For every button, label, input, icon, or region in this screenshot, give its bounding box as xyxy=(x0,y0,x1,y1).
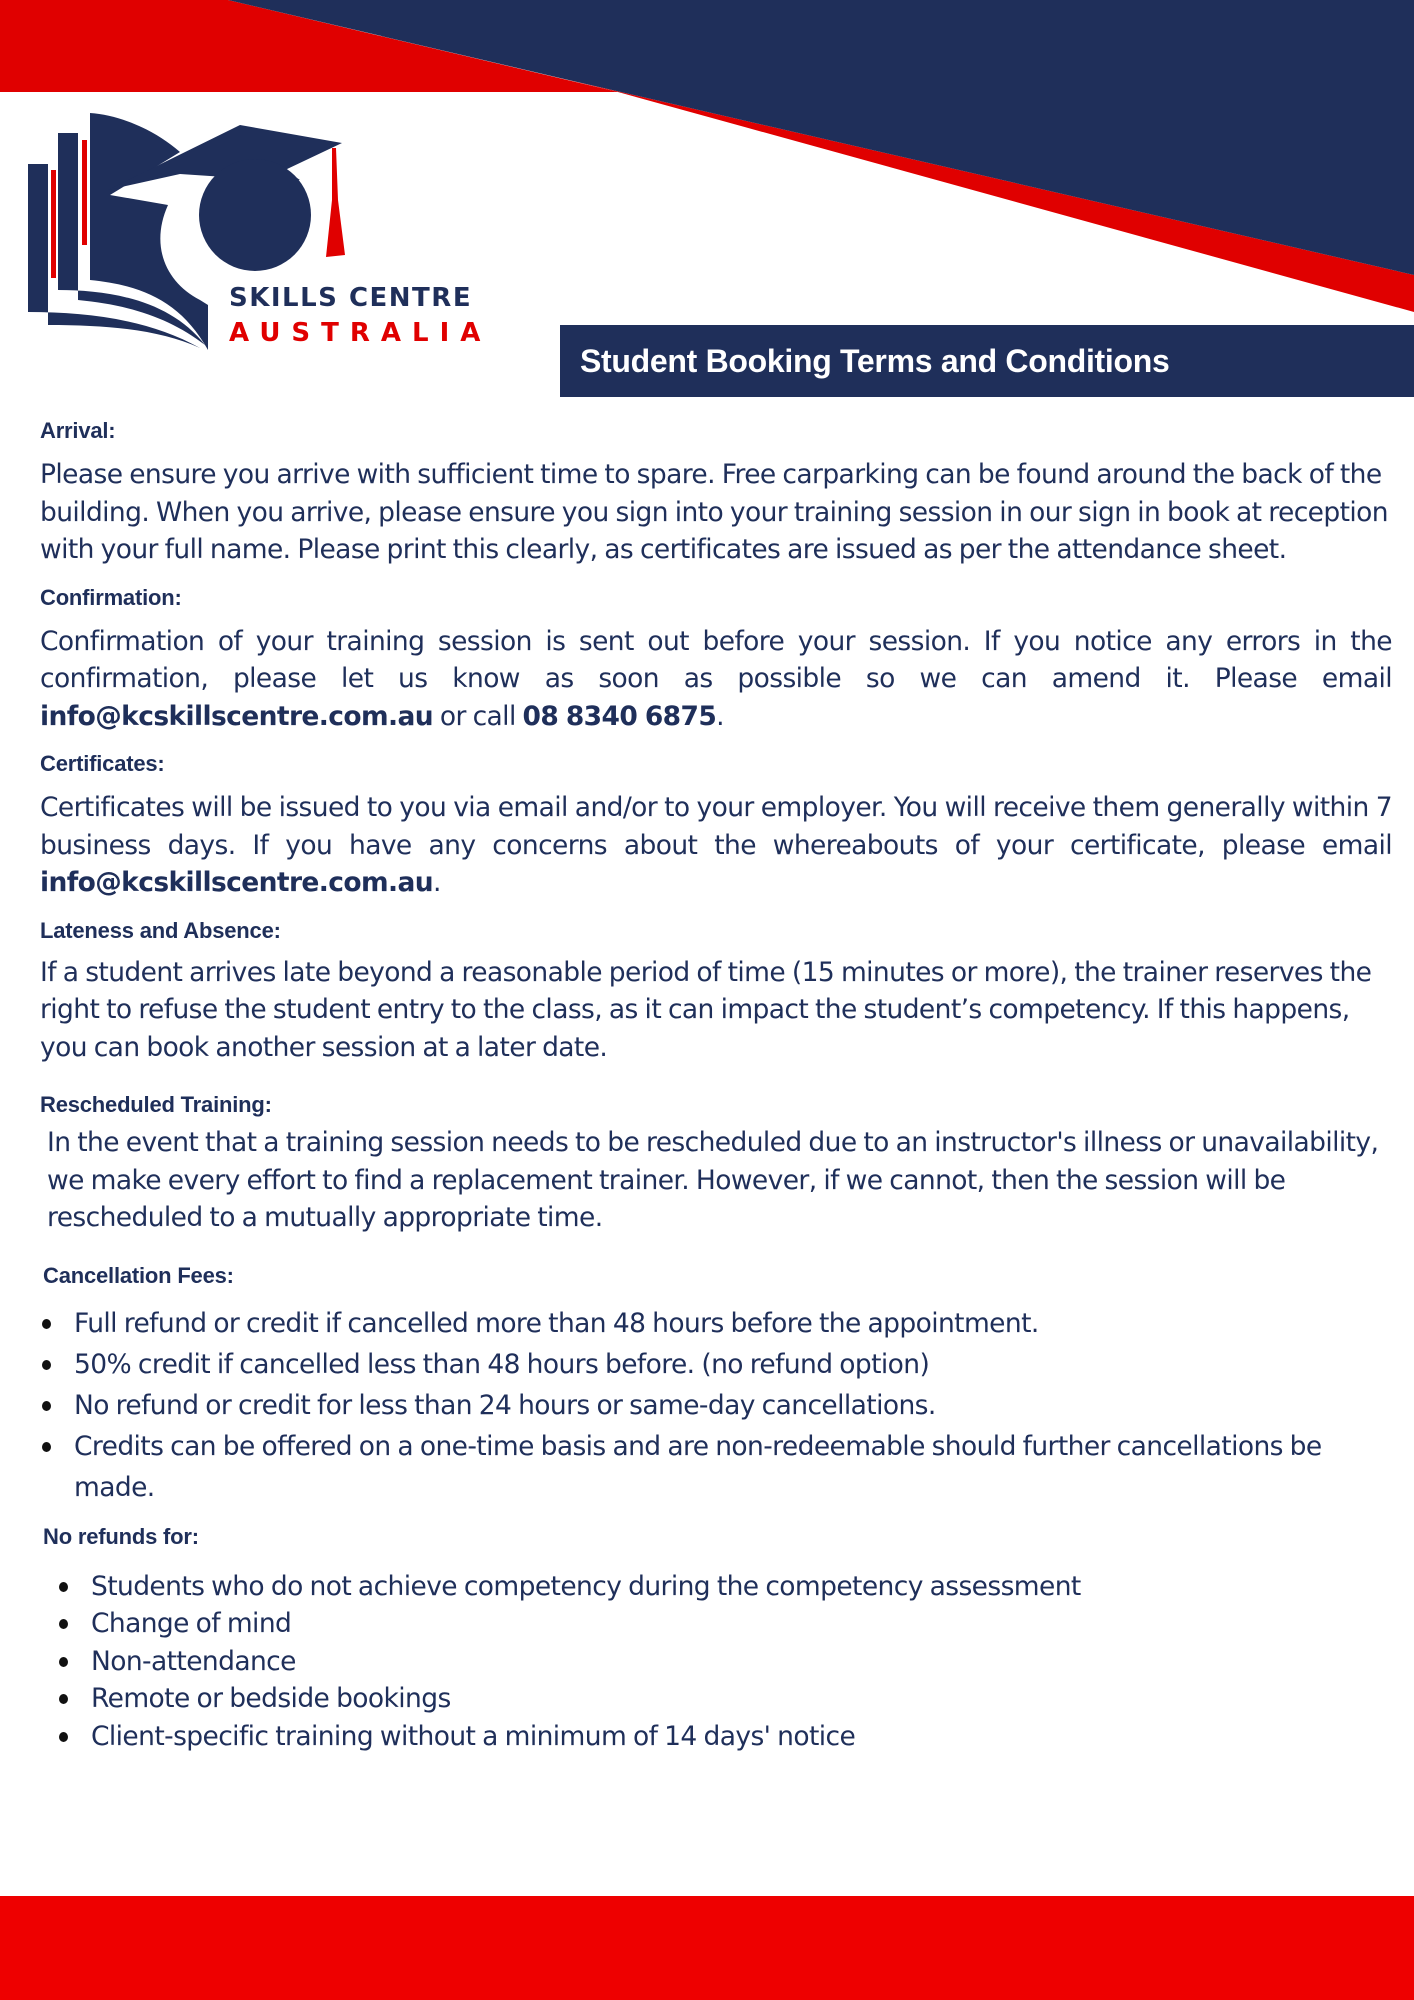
list-item-text: Students who do not achieve competency during the competency assessment xyxy=(91,1570,1081,1602)
list-item xyxy=(40,1303,1392,1344)
bullet-icon xyxy=(42,1360,51,1370)
footer-band xyxy=(0,1896,1414,2000)
bullet-icon xyxy=(59,1732,68,1742)
bullet-icon xyxy=(59,1619,68,1629)
title-banner xyxy=(560,325,1414,397)
confirmation-text-part: or call xyxy=(433,700,523,732)
confirmation-phone-link[interactable]: 08 8340 6875 xyxy=(522,700,717,732)
certificates-text-part: Certificates will be issued to you via email and/or to your employer. You will receive them generally within 7 business days. If you have any concerns about the whereabouts of your certificate, please email xyxy=(40,792,1392,861)
section-heading-lateness: Lateness and Absence: xyxy=(40,917,281,943)
section-heading-confirmation: Confirmation: xyxy=(40,584,182,610)
confirmation-text-part: . xyxy=(716,700,724,732)
section-heading-no-refunds: No refunds for: xyxy=(43,1523,199,1549)
bullet-icon xyxy=(42,1442,51,1452)
section-heading-cancellation: Cancellation Fees: xyxy=(43,1262,234,1288)
section-cancellation xyxy=(40,1259,1392,1508)
list-item xyxy=(40,1385,1392,1426)
list-item-text: Full refund or credit if cancelled more than 48 hours before the appointment. xyxy=(74,1307,1039,1339)
bullet-icon xyxy=(42,1319,51,1329)
list-item xyxy=(57,1718,1392,1756)
section-certificates xyxy=(40,747,1392,902)
list-item-text: Non-attendance xyxy=(91,1645,296,1677)
bullet-icon xyxy=(42,1401,51,1411)
section-heading-arrival: Arrival: xyxy=(40,418,116,443)
section-rescheduled xyxy=(40,1088,1392,1237)
list-item-text: Client-specific training without a minimum of 14 days' notice xyxy=(91,1720,856,1752)
confirmation-email-link[interactable]: info@kcskillscentre.com.au xyxy=(40,700,434,732)
confirmation-text xyxy=(40,623,1392,736)
page-title: Student Booking Terms and Conditions xyxy=(580,342,1170,379)
arrival-text: Please ensure you arrive with sufficient time to spare. Free carparking can be found around the back of the building. When you arrive, please ensure you sign into your training session in our sign in book at reception with your full name. Please print this clearly, as certificates are issued as per the attendance sheet. xyxy=(40,459,1388,565)
logo-text-skills-centre: SKILLS CENTRE xyxy=(229,283,473,313)
list-item-text: Change of mind xyxy=(91,1608,292,1639)
list-item-text: Remote or bedside bookings xyxy=(91,1683,451,1714)
confirmation-text-part: Confirmation of your training session is sent out before your session. If you notice any errors in the confirmation, please let us know as soon as possible so we can amend it. Please email xyxy=(40,625,1392,694)
certificates-email-link[interactable]: info@kcskillscentre.com.au xyxy=(40,867,434,898)
rescheduled-text: In the event that a training session needs to be rescheduled due to an instructor's illness or unavailability, we make every effort to find a replacement trainer. However, if we cannot, then the session will be rescheduled to a mutually appropriate time. xyxy=(47,1127,1379,1233)
section-lateness xyxy=(40,914,1392,1067)
list-item xyxy=(57,1568,1392,1606)
list-item xyxy=(57,1680,1392,1718)
list-item xyxy=(40,1426,1392,1508)
certificates-text xyxy=(40,789,1392,902)
section-confirmation xyxy=(40,581,1392,736)
company-logo xyxy=(24,110,504,355)
list-item xyxy=(40,1344,1392,1385)
section-heading-rescheduled: Rescheduled Training: xyxy=(40,1092,272,1117)
section-heading-certificates: Certificates: xyxy=(40,751,165,776)
terms-content xyxy=(40,414,1392,1755)
bullet-icon xyxy=(59,1694,68,1704)
list-item xyxy=(57,1605,1392,1643)
list-item-text: 50% credit if cancelled less than 48 hours before. (no refund option) xyxy=(74,1348,930,1380)
list-item-text: Credits can be offered on a one-time basis and are non-redeemable should further cancellations be made. xyxy=(74,1430,1322,1503)
lateness-text: If a student arrives late beyond a reasonable period of time (15 minutes or more), the trainer reserves the right to refuse the student entry to the class, as it can impact the student’s competency. If this happens, you can book another session at a later date. xyxy=(40,956,1372,1063)
certificates-text-part: . xyxy=(433,867,441,898)
no-refunds-list xyxy=(40,1568,1392,1756)
cancellation-list xyxy=(40,1303,1392,1508)
logo-text-australia: AUSTRALIA xyxy=(229,318,492,348)
bullet-icon xyxy=(59,1582,68,1592)
section-no-refunds xyxy=(40,1520,1392,1756)
book-graduation-cap-icon xyxy=(0,0,480,245)
list-item-text: No refund or credit for less than 24 hours or same-day cancellations. xyxy=(74,1389,936,1421)
list-item xyxy=(57,1643,1392,1681)
bullet-icon xyxy=(59,1657,68,1667)
section-arrival xyxy=(40,414,1392,569)
